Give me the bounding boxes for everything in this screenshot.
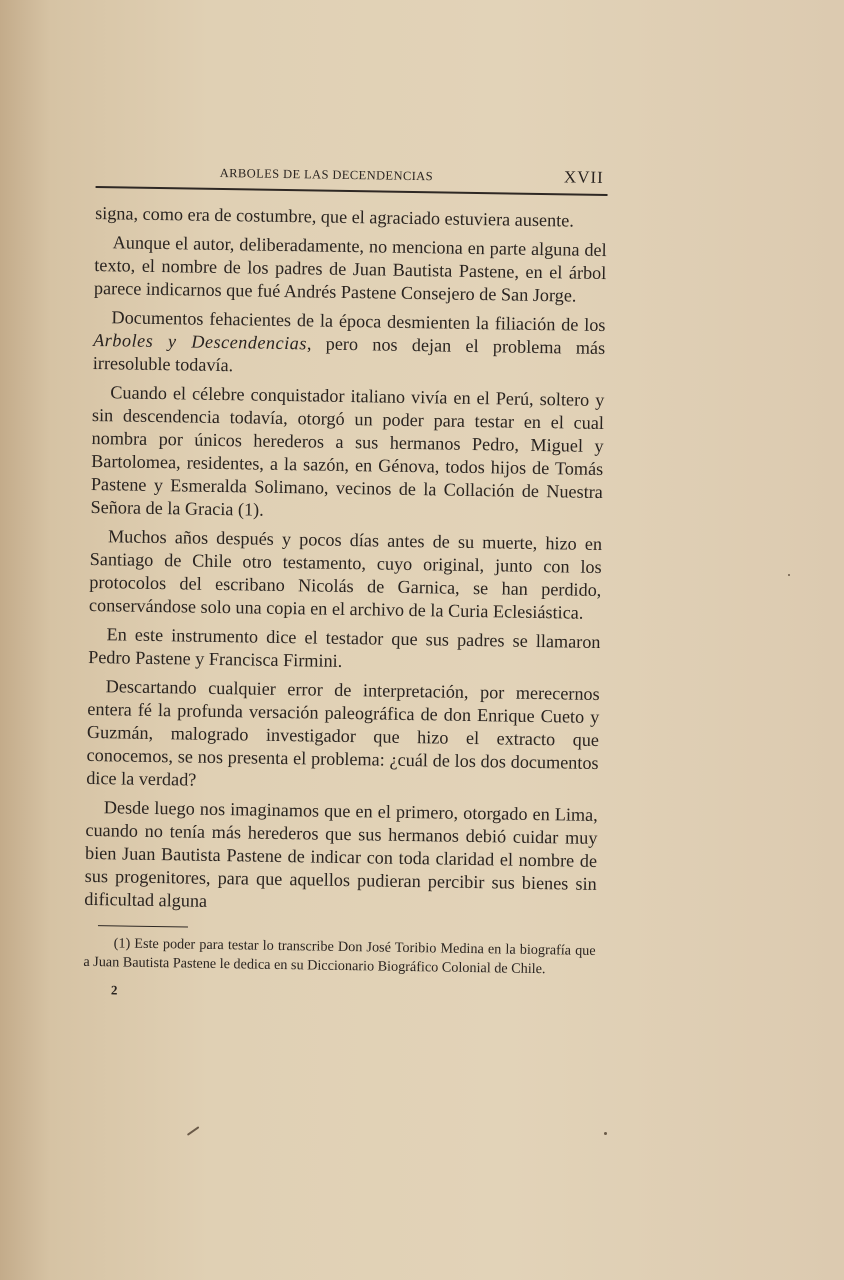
paper-speck [604, 1132, 607, 1135]
paragraph-text: , pero nos dejan el problema más irresoluble todavía. [92, 333, 606, 376]
paragraph: En este instrumento dice el testador que sus padres se llamaron Pedro Pastene y Francisca Firmini. [88, 624, 601, 671]
paragraph [93, 306, 606, 383]
paragraph: Descartando cualquier error de interpretación, por merecernos entera fé la profunda versación paleográfica de don Enrique Cueto y Guzmán, malogrado investigador que hizo el extracto que conocemos, se nos presenta el problema: ¿cuál de los dos documentos dice la verdad? [86, 676, 600, 790]
paragraph: Desde luego nos imaginamos que en el primero, otorgado en Lima, cuando no tenía más herederos que sus hermanos debió cuidar muy bien Juan Bautista Pastene de indicar con toda claridad el nombre de sus progenitores, para que aquellos pudieran percibir sus bienes sin dificultad alguna [84, 797, 598, 911]
body-text [84, 202, 607, 919]
book-title-italic: Arboles y Descendencias [93, 329, 308, 354]
footnote: (1) Este poder para testar lo transcribe Don José Toribio Medina en la biografía que a Juan Bautista Pastene le dedica en su Diccionario Biográfico Colonial de Chile. [83, 935, 596, 978]
paragraph: signa, como era de costumbre, que el agraciado estuviera ausente. [95, 202, 575, 231]
footnote-rule [98, 925, 188, 927]
book-page [83, 160, 608, 1006]
paragraph: Aunque el autor, deliberadamente, no menciona en parte alguna del texto, el nombre de los padres de Juan Bautista Pastene, en el árbol parece indicarnos que fué Andrés Pastene Consejero de San Jorge. [93, 232, 607, 306]
signature-mark: 2 [110, 982, 118, 998]
page-number: XVII [563, 167, 604, 187]
paragraph: Muchos años después y pocos días antes de su muerte, hizo en Santiago de Chile otro testamento, cuyo original, junto con los protocolos del escribano Nicolás de Garnica, se han perdido, conservándose solo una copia en el archivo de la Curia Eclesiástica. [88, 526, 603, 623]
running-title: ARBOLES DE LAS DECENDENCIAS [219, 165, 434, 184]
paragraph: Cuando el célebre conquistador italiano vivía en el Perú, soltero y sin descendencia todavía, otorgó un poder para testar en el cual nombra por únicos herederos a sus hermanos Pedro, Miguel y Bartolomea, residentes, a la sazón, en Génova, todos hijos de Tomás Pastene y Esmeralda Solimano, vecinos de la Collación de Nuestra Señora de la Gracia (1). [90, 382, 605, 520]
pencil-mark [187, 1126, 199, 1135]
paragraph-text: Documentos fehacientes de la época desmienten la filiación de los [111, 307, 606, 336]
paper-speck [788, 574, 790, 576]
